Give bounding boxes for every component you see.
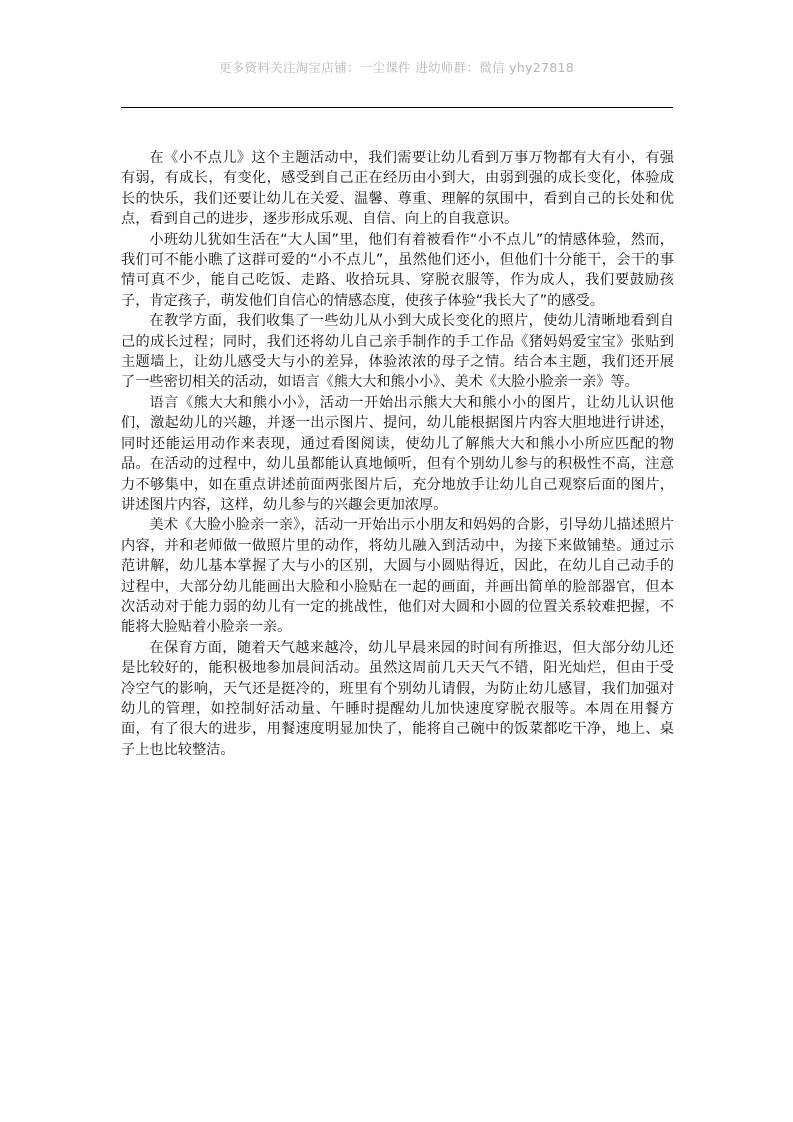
paragraph-small-class: 小班幼儿犹如生活在“大人国”里，他们有着被看作“小不点儿”的情感体验，然而，我们可不能小瞧了这群可爱的“小不点儿”，虽然他们还小，但他们十分能干，会干的事情可真不少，能自己吃饭、走路、收拾玩具、穿脱衣服等，作为成人，我们要鼓励孩子，肯定孩子，萌发他们自信心的情感态度，使孩子体验“我长大了”的感受。 xyxy=(121,231,674,309)
paragraph-art-activity: 美术《大脸小脸亲一亲》，活动一开始出示小朋友和妈妈的合影，引导幼儿描述照片内容，并和老师做一做照片里的动作，将幼儿融入到活动中，为接下来做铺垫。通过示范讲解，幼儿基本掌握了大与小的区别，大圆与小圆贴得近，因此，在幼儿自己动手的过程中，大部分幼儿能画出大脸和小脸贴在一起的画面，并画出简单的脸部器官，但本次活动对于能力弱的幼儿有一定的挑战性，他们对大圆和小圆的位置关系较难把握，不能将大脸贴着小脸亲一亲。 xyxy=(121,517,674,636)
paragraph-care: 在保育方面，随着天气越来越冷，幼儿早晨来园的时间有所推迟，但大部分幼儿还是比较好的，能积极地参加晨间活动。虽然这周前几天天气不错，阳光灿烂，但由于受冷空气的影响，天气还是挺冷的，班里有个别幼儿请假，为防止幼儿感冒，我们加强对幼儿的管理，如控制好活动量、午睡时提醒幼儿加快速度穿脱衣服等。本周在用餐方面，有了很大的进步，用餐速度明显加快了，能将自己碗中的饭菜都吃干净，地上、桌子上也比较整洁。 xyxy=(121,639,674,758)
document-body xyxy=(121,148,674,760)
paragraph-theme-intro: 在《小不点儿》这个主题活动中，我们需要让幼儿看到万事万物都有大有小，有强有弱，有成长，有变化，感受到自己正在经历由小到大，由弱到强的成长变化，体验成长的快乐，我们还要让幼儿在关爱、温馨、尊重、理解的氛围中，看到自己的长处和优点，看到自己的进步，逐步形成乐观、自信、向上的自我意识。 xyxy=(121,150,674,228)
paragraph-teaching: 在教学方面，我们收集了一些幼儿从小到大成长变化的照片，使幼儿清晰地看到自己的成长过程；同时，我们还将幼儿自己亲手制作的手工作品《猪妈妈爱宝宝》张贴到主题墙上，让幼儿感受大与小的差异，体验浓浓的母子之情。结合本主题，我们还开展了一些密切相关的活动，如语言《熊大大和熊小小》、美术《大脸小脸亲一亲》等。 xyxy=(121,313,674,391)
paragraph-language-activity: 语言《熊大大和熊小小》，活动一开始出示熊大大和熊小小的图片，让幼儿认识他们，激起幼儿的兴趣，并逐一出示图片、提问，幼儿能根据图片内容大胆地进行讲述，同时还能运用动作来表现，通过看图阅读，使幼儿了解熊大大和熊小小所应匹配的物品。在活动的过程中，幼儿虽都能认真地倾听，但有个别幼儿参与的积极性不高，注意力不够集中，如在重点讲述前面两张图片后，充分地放手让幼儿自己观察后面的图片，讲述图片内容，这样，幼儿参与的兴趣会更加浓厚。 xyxy=(121,394,674,513)
header-promo-text: 更多资料关注淘宝店铺：一尘课件 进幼师群：微信 yhy27818 xyxy=(218,60,575,75)
header-divider xyxy=(121,107,673,108)
